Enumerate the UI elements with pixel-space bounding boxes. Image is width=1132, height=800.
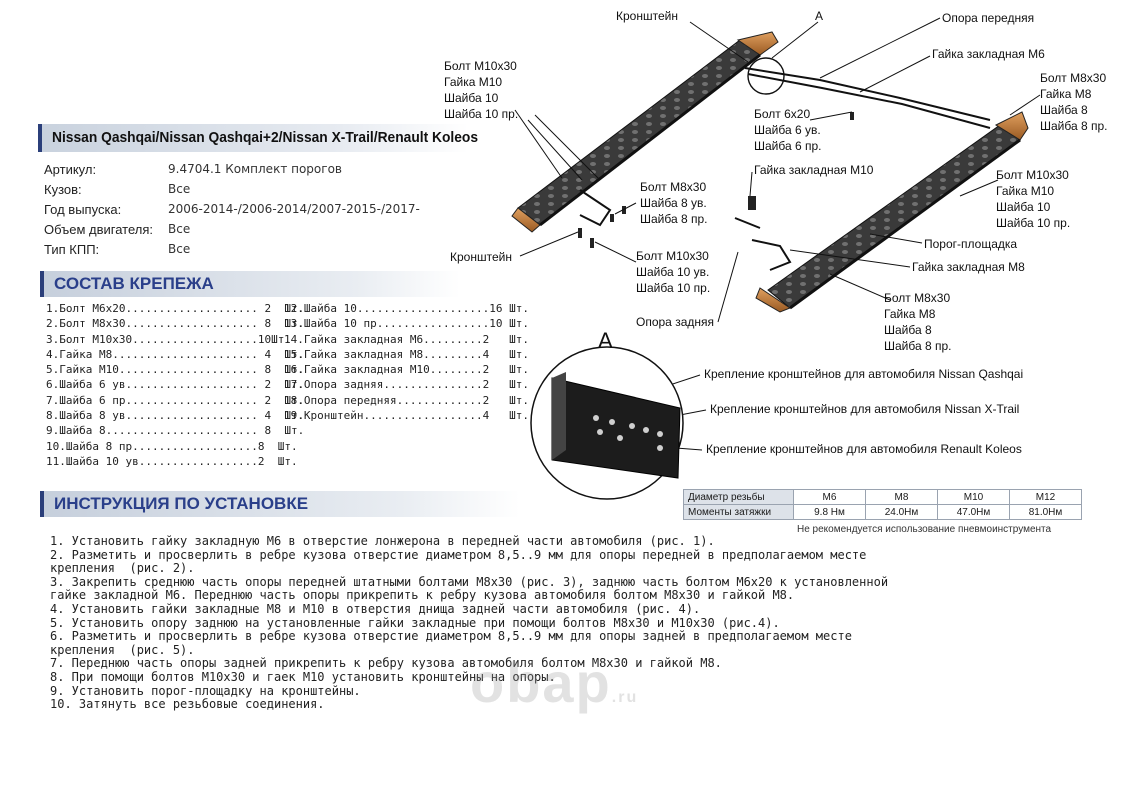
callout-line: Болт 6х20 bbox=[754, 107, 811, 121]
list-item: 6.Шайба 6 ув.................... 2 Шт. bbox=[46, 378, 305, 392]
detail-a-view bbox=[531, 347, 683, 499]
callout-bracket-top: Кронштейн bbox=[616, 9, 678, 23]
callout-nut-m8: Гайка закладная М8 bbox=[912, 260, 1025, 274]
callout-detail-a: А bbox=[815, 9, 824, 23]
torque-value: 81.0Нм bbox=[1010, 505, 1082, 520]
thread-size: М6 bbox=[794, 490, 866, 505]
vehicle-title-band bbox=[38, 124, 479, 152]
callout-line: Шайба 8 пр. bbox=[884, 339, 952, 353]
torque-row-label: Моменты затяжки bbox=[684, 505, 794, 520]
callout-mount-xtrail: Крепление кронштейнов для автомобиля Nissan X-Trail bbox=[710, 402, 1020, 416]
callout-line: Шайба 8 bbox=[884, 323, 932, 337]
instruction-step: 4. Установить гайки закладные М8 и М10 в отверстия днища задней части автомобиля (рис. 4). bbox=[50, 601, 701, 616]
list-item: 1.Болт М6х20.................... 2 Шт. bbox=[46, 302, 305, 315]
callout-line: Гайка М8 bbox=[1040, 87, 1092, 101]
watermark-text: obap bbox=[470, 651, 612, 714]
info-value: Все bbox=[168, 242, 191, 256]
callout-left-group bbox=[444, 58, 518, 122]
callout-line: Шайба 10 пр. bbox=[996, 216, 1071, 230]
fasteners-list-left bbox=[46, 302, 304, 470]
callout-line: Шайба 10 пр. bbox=[444, 107, 519, 121]
list-item: 12.Шайба 10....................16 Шт. bbox=[284, 302, 530, 315]
torque-value: 24.0Нм bbox=[866, 505, 938, 520]
callout-line: Болт М8х30 bbox=[1040, 71, 1107, 85]
table-row bbox=[684, 490, 1082, 505]
list-item: 5.Гайка М10..................... 8 Шт. bbox=[46, 363, 305, 377]
instructions-title: ИНСТРУКЦИЯ ПО УСТАНОВКЕ bbox=[54, 494, 309, 513]
fasteners-section-title bbox=[40, 271, 460, 297]
list-item: 13.Шайба 10 пр.................10 Шт. bbox=[284, 317, 530, 331]
list-item: 16.Гайка закладная М10........2 Шт. bbox=[284, 363, 530, 377]
torque-value: 9.8 Нм bbox=[794, 505, 866, 520]
callout-support-front: Опора передняя bbox=[942, 11, 1035, 25]
instruction-step: 3. Закрепить среднюю часть опоры передней штатными болтами М8х30 (рис. 3), заднюю часть болтом М6х20 к установленной гайке закладной М6. Переднюю часть опоры прикрепить к ребру кузова автомобиля болтом М8х30 и гайкой М8. bbox=[50, 574, 889, 603]
torque-row-label: Диаметр резьбы bbox=[684, 490, 794, 505]
instruction-step: 8. При помощи болтов М10х30 и гаек М10 установить кронштейны на опоры. bbox=[50, 669, 556, 684]
instruction-step: 6. Разметить и просверлить в ребре кузова отверстие диаметром 8,5..9 мм для опоры задней в предполагаемом месте крепления (рис. 5). bbox=[50, 629, 852, 657]
info-value: 2006-2014-/2006-2014/2007-2015-/2017- bbox=[168, 202, 420, 216]
instruction-step: 1. Установить гайку закладную М6 в отверстие лонжерона в передней части автомобиля (рис. 1). bbox=[50, 534, 715, 548]
callout-line: Шайба 10 bbox=[996, 200, 1051, 214]
list-item: 10.Шайба 8 пр...................8 Шт. bbox=[46, 439, 298, 453]
list-item: 11.Шайба 10 ув..................2 Шт. bbox=[46, 454, 298, 468]
callout-line: Шайба 8 bbox=[1040, 103, 1088, 117]
callout-sill-step: Порог-площадка bbox=[924, 237, 1018, 251]
fasteners-title: СОСТАВ КРЕПЕЖА bbox=[54, 274, 214, 293]
callout-bolt6-group bbox=[754, 106, 822, 154]
instruction-step: 2. Разметить и просверлить в ребре кузова отверстие диаметром 8,5..9 мм для опоры передней в предполагаемом месте крепления (рис. 2). bbox=[50, 547, 867, 576]
info-value: Все bbox=[168, 182, 191, 196]
instruction-step: 9. Установить порог-площадку на кронштейны. bbox=[50, 683, 361, 698]
callout-line: Гайка М10 bbox=[996, 184, 1055, 198]
info-value: 9.4704.1 Комплект порогов bbox=[168, 162, 342, 176]
torque-table bbox=[683, 489, 1082, 520]
callout-bolt10-center bbox=[636, 248, 710, 296]
callout-line: Болт М8х30 bbox=[884, 291, 951, 305]
tool-note: Не рекомендуется использование пневмоинструмента bbox=[797, 524, 1052, 535]
callout-line: Шайба 10 пр. bbox=[636, 281, 711, 295]
callout-bolt8-center bbox=[640, 179, 708, 227]
callout-mid-right-group bbox=[996, 167, 1070, 231]
callout-bolt8-bottom bbox=[884, 290, 952, 354]
info-label: Объем двигателя: bbox=[44, 222, 154, 237]
list-item: 4.Гайка М8...................... 4 Шт. bbox=[46, 347, 305, 361]
callout-nut-m10: Гайка закладная М10 bbox=[754, 163, 874, 177]
list-item: 2.Болт М8х30.................... 8 Шт. bbox=[46, 317, 305, 331]
callout-nut-m6: Гайка закладная М6 bbox=[932, 47, 1045, 61]
list-item: 7.Шайба 6 пр.................... 2 Шт. bbox=[46, 393, 305, 407]
callout-mount-qashqai: Крепление кронштейнов для автомобиля Nissan Qashqai bbox=[704, 367, 1024, 381]
callout-right-group-top bbox=[1040, 70, 1108, 134]
info-label: Тип КПП: bbox=[44, 242, 100, 257]
list-item: 14.Гайка закладная М6.........2 Шт. bbox=[284, 332, 530, 346]
info-label: Год выпуска: bbox=[44, 202, 122, 217]
callout-line: Болт М10х30 bbox=[996, 168, 1069, 182]
callout-line: Шайба 10 ув. bbox=[636, 265, 710, 279]
callout-mount-koleos: Крепление кронштейнов для автомобиля Renault Koleos bbox=[706, 442, 1022, 456]
callout-bracket-bottom: Кронштейн bbox=[450, 250, 512, 264]
list-item: 17.Опора задняя...............2 Шт. bbox=[284, 378, 530, 392]
callout-line: Болт М10х30 bbox=[444, 59, 517, 73]
thread-size: М10 bbox=[938, 490, 1010, 505]
callout-line: Шайба 6 пр. bbox=[754, 139, 822, 153]
callout-line: Шайба 8 пр. bbox=[640, 212, 708, 226]
instruction-step: 10. Затянуть все резьбовые соединения. bbox=[50, 697, 325, 712]
callout-line: Гайка М8 bbox=[884, 307, 936, 321]
list-item: 8.Шайба 8 ув.................... 4 Шт. bbox=[46, 409, 305, 423]
watermark-suffix: .ru bbox=[611, 689, 639, 706]
list-item: 18.Опора передняя.............2 Шт. bbox=[284, 393, 530, 407]
fasteners-list-right bbox=[284, 302, 529, 424]
callout-line: Шайба 6 ув. bbox=[754, 123, 821, 137]
callout-line: Шайба 10 bbox=[444, 91, 499, 105]
table-row bbox=[684, 505, 1082, 520]
callout-line: Шайба 8 пр. bbox=[1040, 119, 1108, 133]
info-label: Кузов: bbox=[44, 182, 82, 197]
torque-value: 47.0Нм bbox=[938, 505, 1010, 520]
list-item: 19.Кронштейн..................4 Шт. bbox=[284, 409, 530, 423]
list-item: 9.Шайба 8....................... 8 Шт. bbox=[46, 424, 305, 438]
callout-line: Болт М8х30 bbox=[640, 180, 707, 194]
callout-line: Болт М10х30 bbox=[636, 249, 709, 263]
callout-line: Шайба 8 ув. bbox=[640, 196, 707, 210]
vehicle-title: Nissan Qashqai/Nissan Qashqai+2/Nissan X-Trail/Renault Koleos bbox=[52, 129, 479, 146]
thread-size: М8 bbox=[866, 490, 938, 505]
info-label: Артикул: bbox=[44, 162, 97, 177]
callout-support-rear: Опора задняя bbox=[636, 315, 714, 329]
list-item: 3.Болт М10х30...................10Шт. bbox=[46, 332, 292, 346]
info-value: Все bbox=[168, 222, 191, 236]
list-item: 15.Гайка закладная М8.........4 Шт. bbox=[284, 347, 530, 361]
instruction-step: 5. Установить опору заднюю на установленные гайки закладные при помощи болтов М8х30 и М10х30 (рис.4). bbox=[50, 615, 780, 630]
watermark bbox=[470, 650, 638, 715]
instruction-step: 7. Переднюю часть опоры задней прикрепить к ребру кузова автомобиля болтом М8х30 и гайкой М8. bbox=[50, 656, 722, 671]
detail-a-title: А bbox=[598, 328, 613, 353]
thread-size: М12 bbox=[1010, 490, 1082, 505]
instructions-section-title bbox=[40, 491, 520, 517]
callout-line: Гайка М10 bbox=[444, 75, 503, 89]
